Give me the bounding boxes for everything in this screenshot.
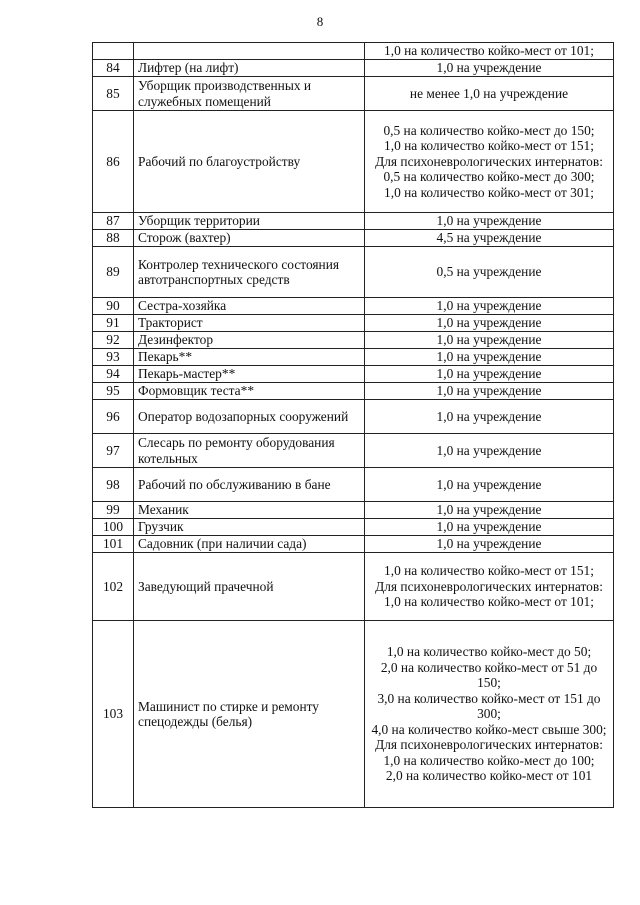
table-row bbox=[93, 315, 614, 332]
position-name: Садовник (при наличии сада) bbox=[134, 536, 365, 553]
row-number: 89 bbox=[93, 247, 134, 298]
norm-line: 1,0 на учреждение bbox=[436, 332, 542, 348]
position-name: Сторож (вахтер) bbox=[134, 230, 365, 247]
norm-line: Для психоневрологических интернатов: bbox=[375, 578, 603, 594]
staffing-norm bbox=[365, 332, 614, 349]
staffing-norm bbox=[365, 230, 614, 247]
position-name: Слесарь по ремонту оборудования котельных bbox=[134, 434, 365, 468]
position-name: Дезинфектор bbox=[134, 332, 365, 349]
position-name: Оператор водозапорных сооружений bbox=[134, 400, 365, 434]
table-row bbox=[93, 247, 614, 298]
row-number: 92 bbox=[93, 332, 134, 349]
norm-line: 1,0 на учреждение bbox=[436, 383, 542, 399]
norm-line: 0,5 на количество койко-мест до 300; bbox=[383, 169, 595, 185]
position-name bbox=[134, 43, 365, 60]
table-row bbox=[93, 349, 614, 366]
norm-line: 1,0 на учреждение bbox=[436, 213, 542, 229]
row-number: 87 bbox=[93, 213, 134, 230]
table-row bbox=[93, 502, 614, 519]
row-number: 96 bbox=[93, 400, 134, 434]
position-name: Уборщик территории bbox=[134, 213, 365, 230]
row-number: 102 bbox=[93, 553, 134, 621]
norm-line: не менее 1,0 на учреждение bbox=[409, 85, 569, 101]
norm-line: 1,0 на количество койко-мест до 100; bbox=[383, 752, 595, 768]
norm-line: 1,0 на учреждение bbox=[436, 476, 542, 492]
staffing-norm bbox=[365, 536, 614, 553]
staffing-norm bbox=[365, 315, 614, 332]
norm-line: 1,0 на учреждение bbox=[436, 502, 542, 518]
position-name: Рабочий по обслуживанию в бане bbox=[134, 468, 365, 502]
row-number: 101 bbox=[93, 536, 134, 553]
norm-line: 1,0 на учреждение bbox=[436, 349, 542, 365]
position-name: Уборщик производственных и служебных помещений bbox=[134, 77, 365, 111]
table-row bbox=[93, 621, 614, 808]
norm-line: 0,5 на учреждение bbox=[436, 264, 542, 280]
position-name: Грузчик bbox=[134, 519, 365, 536]
table-row bbox=[93, 553, 614, 621]
row-number: 99 bbox=[93, 502, 134, 519]
row-number: 86 bbox=[93, 111, 134, 213]
table-row bbox=[93, 383, 614, 400]
position-name: Формовщик теста** bbox=[134, 383, 365, 400]
position-name: Лифтер (на лифт) bbox=[134, 60, 365, 77]
row-number: 85 bbox=[93, 77, 134, 111]
position-name: Контролер технического состояния автотранспортных средств bbox=[134, 247, 365, 298]
staffing-norm bbox=[365, 621, 614, 808]
norm-line: 1,0 на учреждение bbox=[436, 408, 542, 424]
row-number: 88 bbox=[93, 230, 134, 247]
staffing-norm bbox=[365, 400, 614, 434]
row-number: 91 bbox=[93, 315, 134, 332]
norm-line: 2,0 на количество койко-мест от 101 bbox=[385, 768, 593, 784]
table-row bbox=[93, 400, 614, 434]
row-number: 93 bbox=[93, 349, 134, 366]
norm-line: 2,0 на количество койко-мест от 51 до 150; bbox=[380, 659, 598, 691]
row-number: 100 bbox=[93, 519, 134, 536]
table-row bbox=[93, 213, 614, 230]
norm-line: Для психоневрологических интернатов: bbox=[375, 737, 603, 753]
norm-line: 1,0 на учреждение bbox=[436, 442, 542, 458]
position-name: Пекарь-мастер** bbox=[134, 366, 365, 383]
row-number: 90 bbox=[93, 298, 134, 315]
staffing-norm bbox=[365, 468, 614, 502]
staffing-table bbox=[92, 42, 614, 808]
norm-line: 1,0 на количество койко-мест от 101; bbox=[384, 594, 594, 610]
position-name: Тракторист bbox=[134, 315, 365, 332]
table-row bbox=[93, 536, 614, 553]
staffing-norm bbox=[365, 111, 614, 213]
page-number: 8 bbox=[316, 14, 324, 29]
table-row bbox=[93, 434, 614, 468]
position-name: Рабочий по благоустройству bbox=[134, 111, 365, 213]
staffing-norm bbox=[365, 60, 614, 77]
staffing-norm bbox=[365, 349, 614, 366]
norm-line: 1,0 на учреждение bbox=[436, 298, 542, 314]
table-row bbox=[93, 111, 614, 213]
table-row bbox=[93, 332, 614, 349]
table-row bbox=[93, 468, 614, 502]
staffing-norm bbox=[365, 383, 614, 400]
row-number bbox=[93, 43, 134, 60]
position-name: Заведующий прачечной bbox=[134, 553, 365, 621]
table-row bbox=[93, 366, 614, 383]
staffing-norm bbox=[365, 43, 614, 60]
norm-line: 1,0 на учреждение bbox=[436, 519, 542, 535]
norm-line: Для психоневрологических интернатов: bbox=[375, 153, 603, 169]
staffing-norm bbox=[365, 434, 614, 468]
row-number: 103 bbox=[93, 621, 134, 808]
row-number: 94 bbox=[93, 366, 134, 383]
staffing-norm bbox=[365, 247, 614, 298]
staffing-table-body bbox=[93, 43, 614, 808]
table-row bbox=[93, 519, 614, 536]
table-row bbox=[93, 230, 614, 247]
position-name: Пекарь** bbox=[134, 349, 365, 366]
row-number: 98 bbox=[93, 468, 134, 502]
norm-line: 1,0 на количество койко-мест от 151; bbox=[384, 138, 594, 154]
staffing-norm bbox=[365, 77, 614, 111]
norm-line: 3,0 на количество койко-мест от 151 до 300; bbox=[377, 690, 601, 722]
row-number: 97 bbox=[93, 434, 134, 468]
norm-line: 1,0 на учреждение bbox=[436, 315, 542, 331]
staffing-norm bbox=[365, 213, 614, 230]
staffing-norm bbox=[365, 519, 614, 536]
norm-line: 1,0 на учреждение bbox=[436, 536, 542, 552]
row-number: 95 bbox=[93, 383, 134, 400]
position-name: Сестра-хозяйка bbox=[134, 298, 365, 315]
position-name: Механик bbox=[134, 502, 365, 519]
staffing-norm bbox=[365, 502, 614, 519]
position-name: Машинист по стирке и ремонту спецодежды (белья) bbox=[134, 621, 365, 808]
table-row bbox=[93, 43, 614, 60]
norm-line: 0,5 на количество койко-мест до 150; bbox=[383, 122, 595, 138]
norm-line: 4,5 на учреждение bbox=[436, 230, 542, 246]
norm-line: 1,0 на количество койко-мест от 301; bbox=[384, 184, 594, 200]
norm-line: 1,0 на учреждение bbox=[436, 60, 542, 76]
staffing-norm bbox=[365, 298, 614, 315]
norm-line: 1,0 на количество койко-мест от 151; bbox=[384, 563, 594, 579]
norm-line: 4,0 на количество койко-мест свыше 300; bbox=[371, 721, 607, 737]
table-row bbox=[93, 298, 614, 315]
table-row bbox=[93, 60, 614, 77]
table-row bbox=[93, 77, 614, 111]
norm-line: 1,0 на учреждение bbox=[436, 366, 542, 382]
norm-line: 1,0 на количество койко-мест до 50; bbox=[386, 644, 592, 660]
staffing-norm bbox=[365, 366, 614, 383]
staffing-norm bbox=[365, 553, 614, 621]
row-number: 84 bbox=[93, 60, 134, 77]
norm-line: 1,0 на количество койко-мест от 101; bbox=[384, 43, 594, 59]
